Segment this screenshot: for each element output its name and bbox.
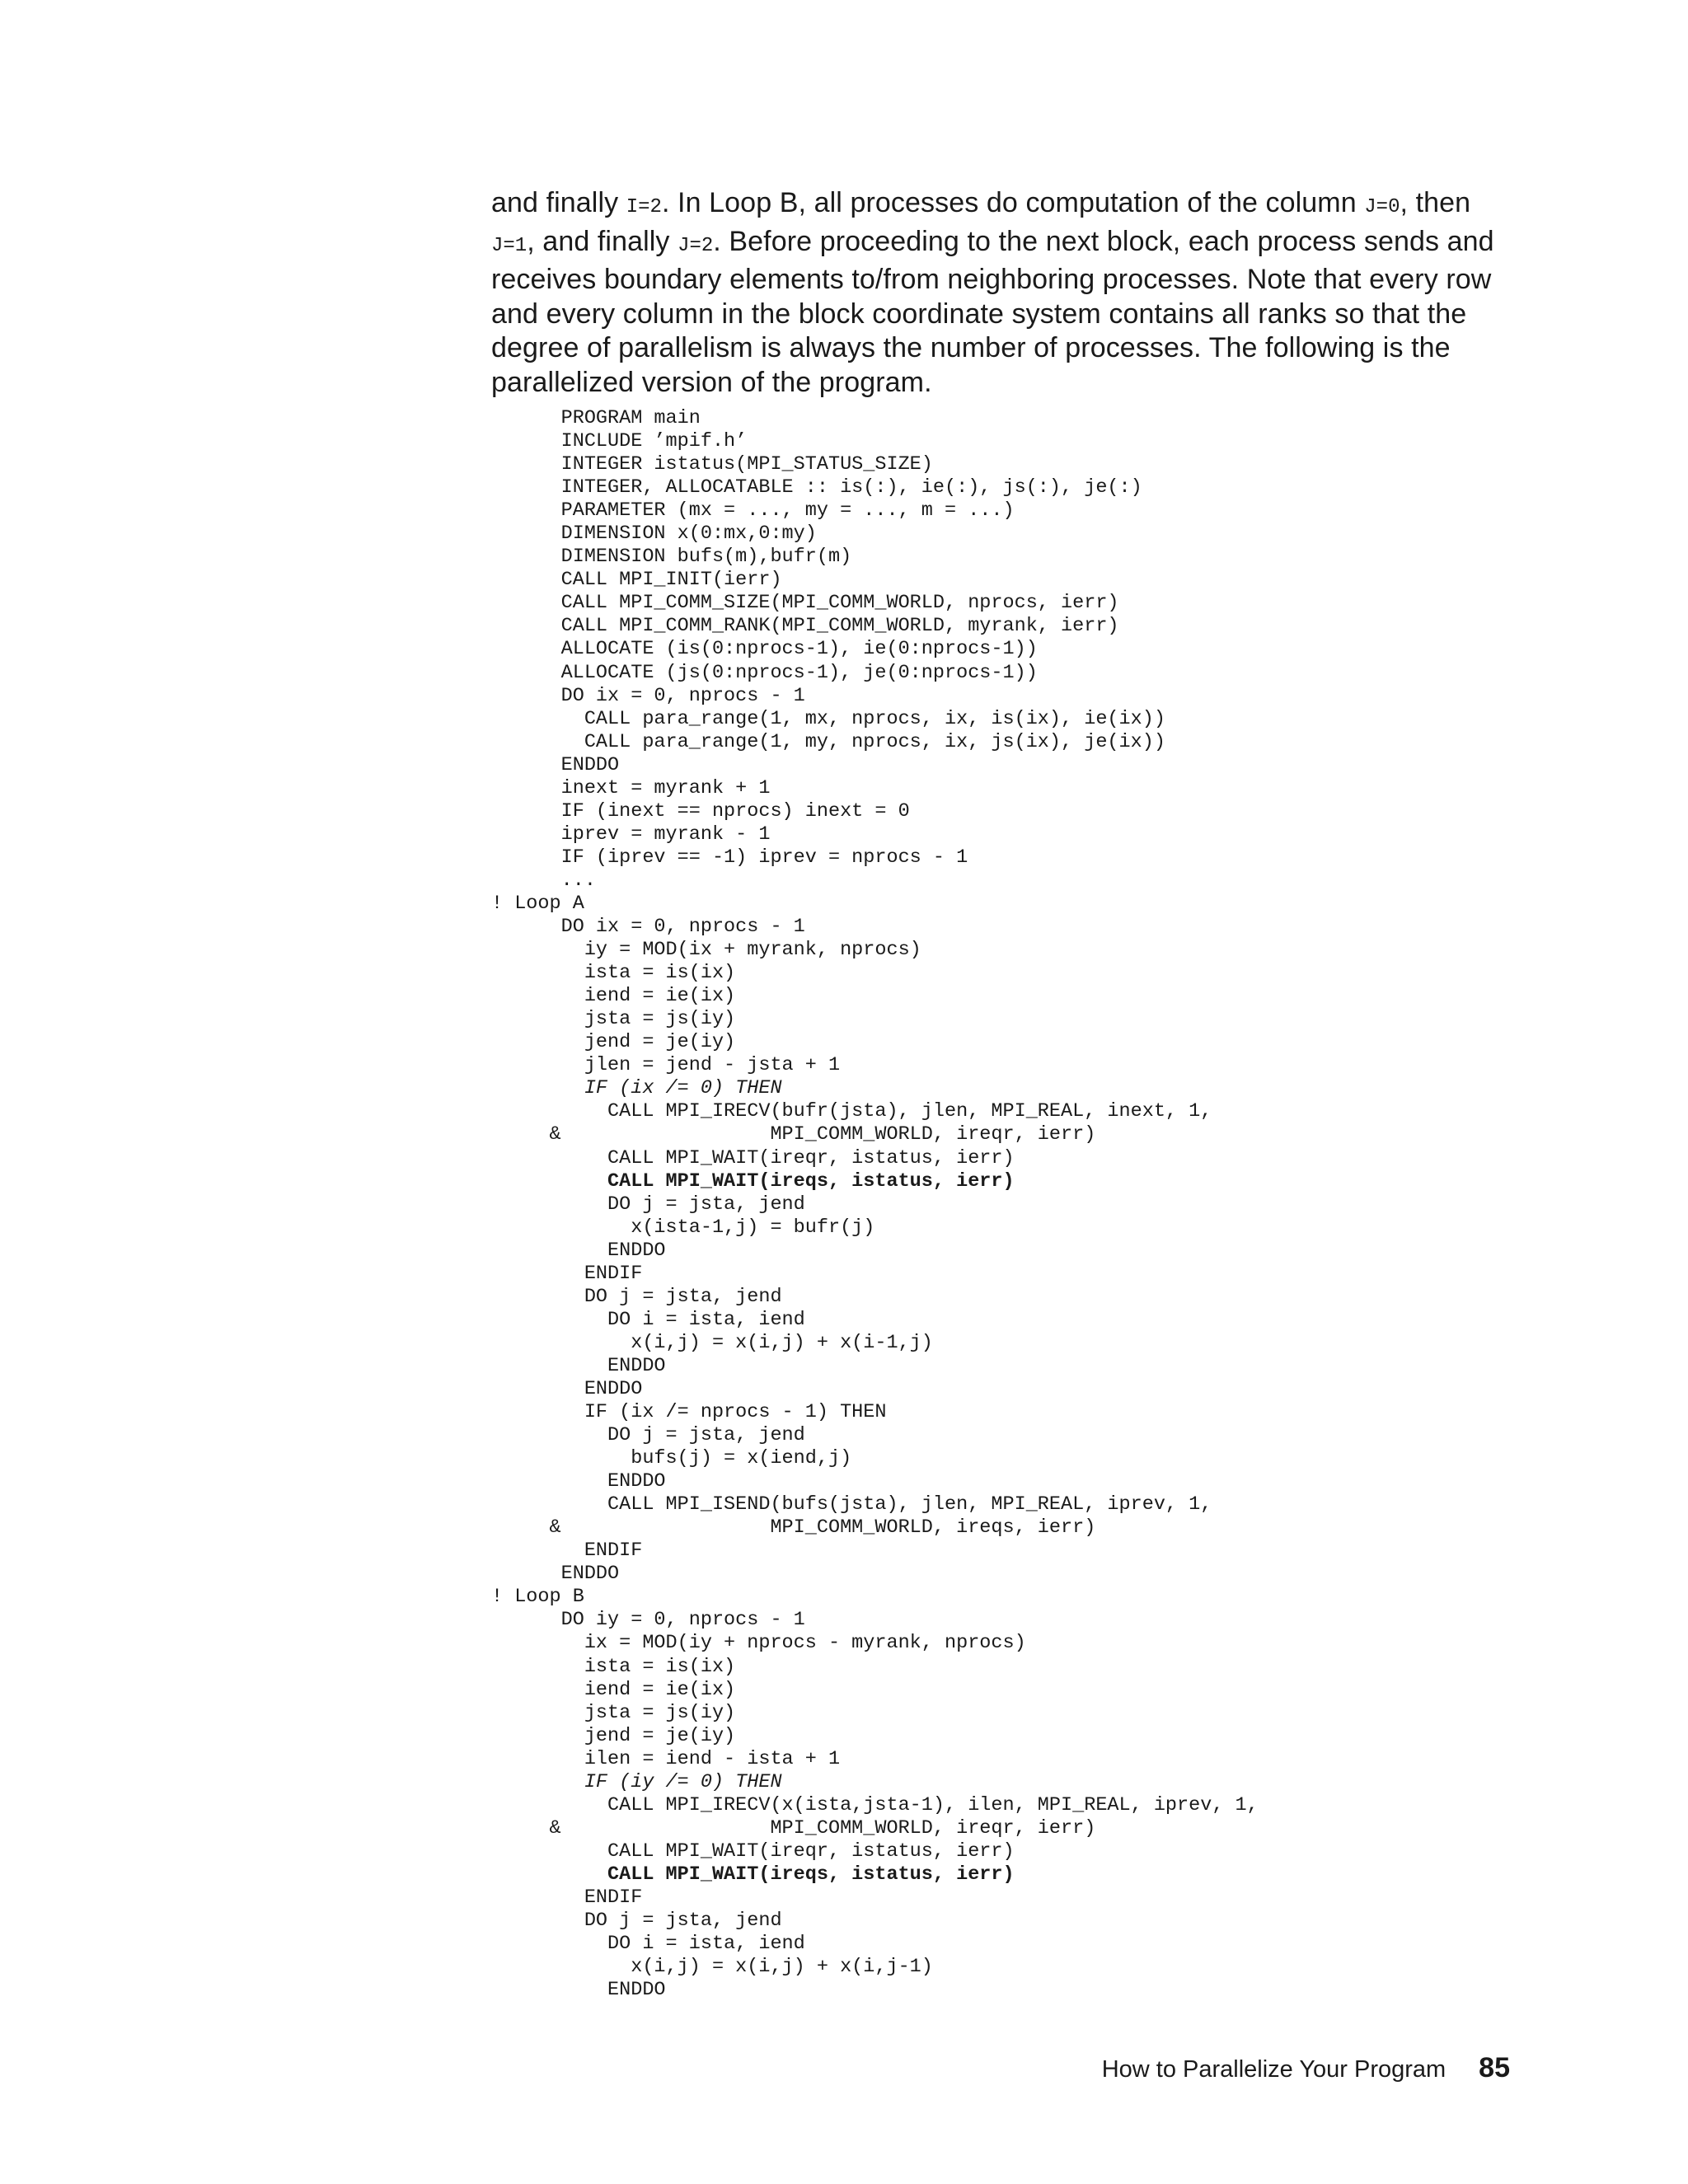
inline-code: J=0 (1364, 196, 1400, 218)
code-line: ista = is(ix) (491, 1655, 736, 1678)
code-comment-loop-b: ! Loop B (491, 1586, 584, 1609)
paragraph-line-2: J=1, and finally J=2. Before proceeding to the next block, each process sends and (491, 225, 1494, 257)
code-listing (491, 407, 1259, 2002)
code-line: CALL para_range(1, my, nprocs, ix, js(ix), je(ix)) (491, 730, 1165, 753)
code-line: iy = MOD(ix + myrank, nprocs) (491, 939, 921, 962)
code-line: ENDDO (491, 1979, 666, 2002)
code-line: DO i = ista, iend (491, 1933, 805, 1956)
page-footer (1102, 2052, 1510, 2084)
code-line: ALLOCATE (js(0:nprocs-1), je(0:nprocs-1)) (491, 661, 1038, 684)
inline-code: J=2 (678, 234, 714, 257)
code-line: INTEGER istatus(MPI_STATUS_SIZE) (491, 453, 933, 476)
code-line: IF (inext == nprocs) inext = 0 (491, 799, 910, 823)
code-line: DO i = ista, iend (491, 1308, 805, 1331)
code-line-bold: CALL MPI_WAIT(ireqs, istatus, ierr) (491, 1863, 1015, 1886)
code-line: ENDIF (491, 1262, 643, 1285)
code-line: iend = ie(ix) (491, 1678, 736, 1701)
code-line: x(i,j) = x(i,j) + x(i,j-1) (491, 1956, 933, 1979)
code-line: INCLUDE ’mpif.h’ (491, 430, 748, 453)
code-line: jend = je(iy) (491, 1724, 736, 1747)
code-line: IF (iprev == -1) iprev = nprocs - 1 (491, 846, 968, 869)
code-line: DO iy = 0, nprocs - 1 (491, 1609, 805, 1632)
code-line: ista = is(ix) (491, 962, 736, 985)
code-line: PARAMETER (mx = ..., my = ..., m = ...) (491, 499, 1015, 523)
code-line: ENDIF (491, 1886, 643, 1909)
code-line: jend = je(iy) (491, 1031, 736, 1054)
code-line: DO j = jsta, jend (491, 1424, 805, 1447)
code-line-italic: IF (iy /= 0) THEN (491, 1770, 782, 1793)
code-line: DO j = jsta, jend (491, 1193, 805, 1216)
code-line: ENDDO (491, 1563, 620, 1586)
code-line: DO j = jsta, jend (491, 1285, 782, 1308)
page-number: 85 (1479, 2052, 1510, 2083)
inline-code: I=2 (626, 196, 662, 218)
code-line: ENDDO (491, 1354, 666, 1377)
code-line: inext = myrank + 1 (491, 776, 771, 799)
inline-code: J=1 (491, 234, 528, 257)
code-line: IF (ix /= nprocs - 1) THEN (491, 1401, 887, 1424)
code-line: jsta = js(iy) (491, 1701, 736, 1724)
paragraph-line-3: receives boundary elements to/from neighboring processes. Note that every row (491, 264, 1492, 295)
body-paragraph (491, 186, 1513, 400)
footer-title: How to Parallelize Your Program (1101, 2056, 1447, 2083)
code-line: bufs(j) = x(iend,j) (491, 1447, 852, 1470)
code-line: iend = ie(ix) (491, 985, 736, 1008)
code-line: DO ix = 0, nprocs - 1 (491, 684, 805, 707)
code-line: iprev = myrank - 1 (491, 823, 771, 846)
code-line-bold: CALL MPI_WAIT(ireqs, istatus, ierr) (491, 1169, 1015, 1193)
paragraph-line-4: and every column in the block coordinate system contains all ranks so that the (491, 298, 1467, 330)
code-line: CALL MPI_COMM_SIZE(MPI_COMM_WORLD, nprocs, ierr) (491, 592, 1119, 615)
code-line: CALL MPI_IRECV(bufr(jsta), jlen, MPI_REAL, inext, 1, (491, 1100, 1212, 1123)
code-line: jsta = js(iy) (491, 1008, 736, 1031)
code-line: ... (491, 869, 596, 892)
code-line: ENDIF (491, 1540, 643, 1563)
code-line: & MPI_COMM_WORLD, ireqr, ierr) (491, 1816, 1096, 1840)
code-line: ENDDO (491, 1470, 666, 1493)
code-line: & MPI_COMM_WORLD, ireqs, ierr) (491, 1516, 1096, 1540)
code-line: ix = MOD(iy + nprocs - myrank, nprocs) (491, 1632, 1026, 1655)
paragraph-line-1: and finally I=2. In Loop B, all processes do computation of the column J=0, then (491, 187, 1471, 218)
code-line: CALL MPI_ISEND(bufs(jsta), jlen, MPI_REAL, iprev, 1, (491, 1493, 1212, 1516)
code-line: ENDDO (491, 1239, 666, 1262)
code-line: PROGRAM main (491, 407, 701, 429)
code-line: CALL MPI_WAIT(ireqr, istatus, ierr) (491, 1840, 1015, 1863)
code-line: CALL MPI_IRECV(x(ista,jsta-1), ilen, MPI_REAL, iprev, 1, (491, 1793, 1259, 1816)
paragraph-line-6: parallelized version of the program. (491, 366, 932, 398)
code-line: DIMENSION x(0:mx,0:my) (491, 523, 817, 546)
code-line: DO ix = 0, nprocs - 1 (491, 916, 805, 939)
code-line: x(ista-1,j) = bufr(j) (491, 1216, 875, 1239)
code-line: & MPI_COMM_WORLD, ireqr, ierr) (491, 1123, 1096, 1146)
code-line: DIMENSION bufs(m),bufr(m) (491, 546, 852, 569)
code-line: jlen = jend - jsta + 1 (491, 1054, 841, 1077)
code-line-italic: IF (ix /= 0) THEN (491, 1077, 782, 1100)
code-line: ENDDO (491, 753, 620, 776)
code-line: ilen = iend - ista + 1 (491, 1747, 841, 1770)
code-line: CALL MPI_COMM_RANK(MPI_COMM_WORLD, myrank, ierr) (491, 615, 1119, 638)
code-line: CALL para_range(1, mx, nprocs, ix, is(ix), ie(ix)) (491, 707, 1165, 730)
code-line: ALLOCATE (is(0:nprocs-1), ie(0:nprocs-1)) (491, 638, 1038, 661)
code-line: ENDDO (491, 1377, 643, 1400)
code-line: CALL MPI_INIT(ierr) (491, 569, 782, 592)
code-line: DO j = jsta, jend (491, 1910, 782, 1933)
code-line: x(i,j) = x(i,j) + x(i-1,j) (491, 1331, 933, 1354)
paragraph-line-5: degree of parallelism is always the number of processes. The following is the (491, 332, 1451, 363)
code-line: INTEGER, ALLOCATABLE :: is(:), ie(:), js(:), je(:) (491, 476, 1142, 499)
code-line: CALL MPI_WAIT(ireqr, istatus, ierr) (491, 1146, 1015, 1169)
code-comment-loop-a: ! Loop A (491, 892, 584, 915)
